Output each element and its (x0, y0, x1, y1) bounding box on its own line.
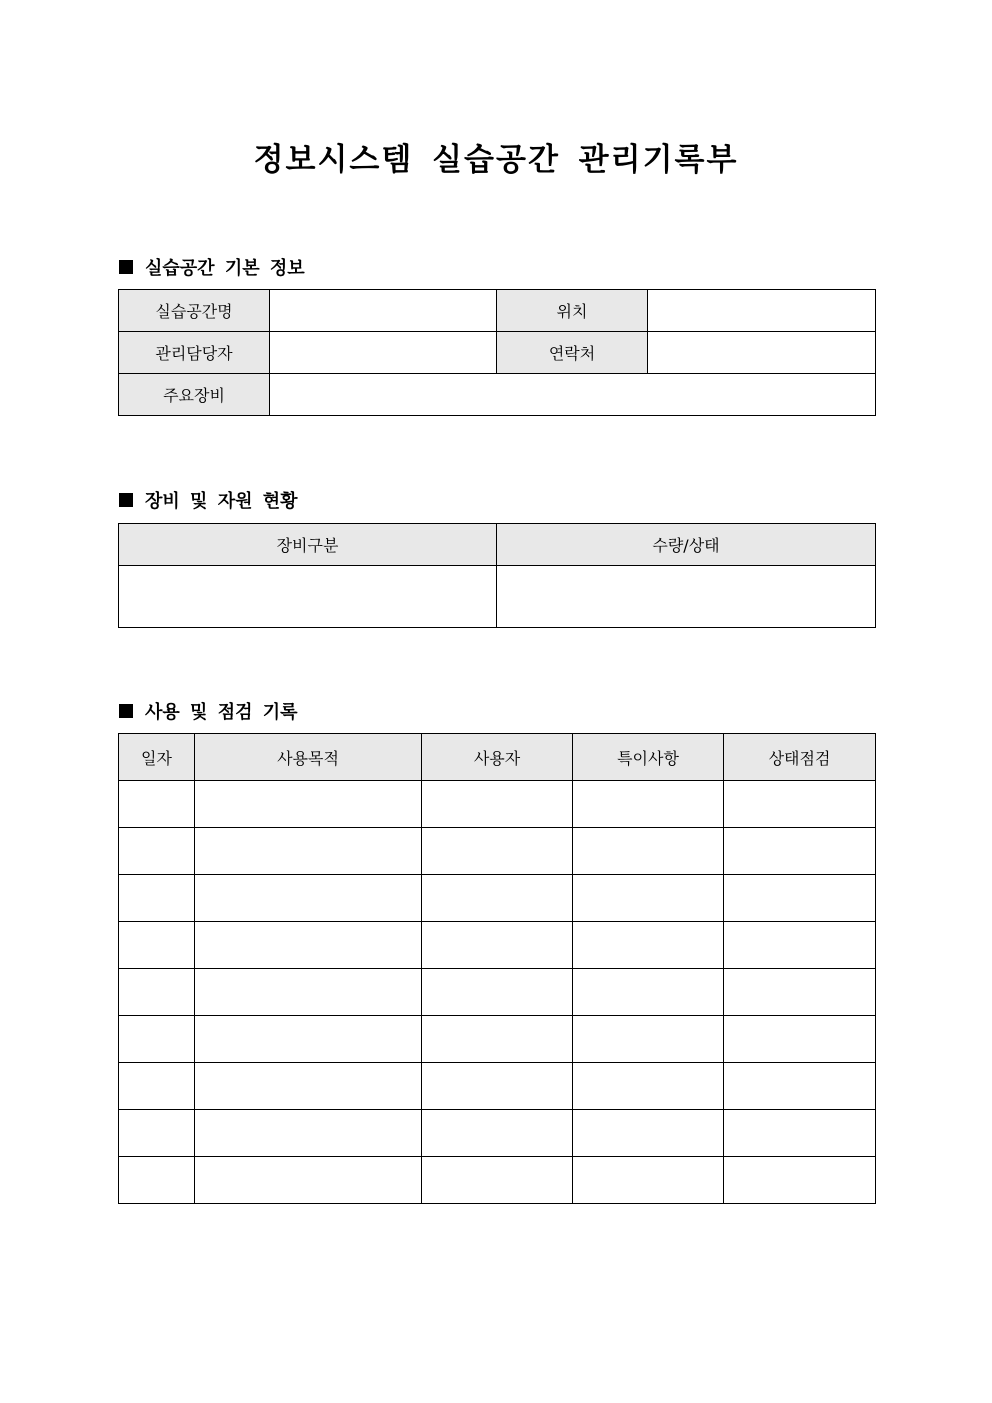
equipment-table (118, 523, 876, 628)
status-check-cell[interactable] (724, 1063, 876, 1110)
status-check-cell[interactable] (724, 828, 876, 875)
column-header-purpose: 사용목적 (195, 734, 422, 781)
usage-log-table (118, 733, 876, 1204)
table-header-row (119, 734, 876, 781)
basic-info-table (118, 289, 876, 416)
user-cell[interactable] (422, 1016, 573, 1063)
purpose-cell[interactable] (195, 922, 422, 969)
purpose-cell[interactable] (195, 1063, 422, 1110)
date-cell[interactable] (119, 1016, 195, 1063)
section-heading-label: 사용 및 점검 기록 (145, 702, 298, 723)
section-heading-basic-info (119, 254, 305, 280)
status-check-cell[interactable] (724, 1016, 876, 1063)
section-heading-equipment (119, 487, 298, 513)
table-row (119, 781, 876, 828)
purpose-cell[interactable] (195, 969, 422, 1016)
remarks-cell[interactable] (573, 969, 724, 1016)
main-equipment-label: 주요장비 (119, 374, 270, 416)
page-title: 정보시스템 실습공간 관리기록부 (253, 142, 739, 178)
remarks-cell[interactable] (573, 1157, 724, 1204)
status-check-cell[interactable] (724, 781, 876, 828)
user-cell[interactable] (422, 828, 573, 875)
purpose-cell[interactable] (195, 781, 422, 828)
table-row (119, 875, 876, 922)
section-heading-label: 실습공간 기본 정보 (145, 258, 305, 279)
status-check-cell[interactable] (724, 969, 876, 1016)
location-field[interactable] (648, 290, 876, 332)
purpose-cell[interactable] (195, 1110, 422, 1157)
contact-label: 연락처 (497, 332, 648, 374)
date-cell[interactable] (119, 1157, 195, 1204)
user-cell[interactable] (422, 1157, 573, 1204)
user-cell[interactable] (422, 781, 573, 828)
quantity-status-cell[interactable] (497, 566, 876, 628)
date-cell[interactable] (119, 875, 195, 922)
user-cell[interactable] (422, 922, 573, 969)
table-row (119, 374, 876, 416)
date-cell[interactable] (119, 828, 195, 875)
table-row (119, 332, 876, 374)
table-row (119, 1016, 876, 1063)
user-cell[interactable] (422, 1110, 573, 1157)
remarks-cell[interactable] (573, 875, 724, 922)
square-bullet-icon (119, 704, 133, 718)
user-cell[interactable] (422, 1063, 573, 1110)
user-cell[interactable] (422, 875, 573, 922)
date-cell[interactable] (119, 1110, 195, 1157)
space-name-label: 실습공간명 (119, 290, 270, 332)
status-check-cell[interactable] (724, 1157, 876, 1204)
main-equipment-field[interactable] (270, 374, 876, 416)
table-header-row (119, 524, 876, 566)
date-cell[interactable] (119, 969, 195, 1016)
table-row (119, 1110, 876, 1157)
remarks-cell[interactable] (573, 781, 724, 828)
column-header-date: 일자 (119, 734, 195, 781)
table-row (119, 969, 876, 1016)
user-cell[interactable] (422, 969, 573, 1016)
location-label: 위치 (497, 290, 648, 332)
manager-label: 관리담당자 (119, 332, 270, 374)
equipment-type-cell[interactable] (119, 566, 497, 628)
status-check-cell[interactable] (724, 1110, 876, 1157)
column-header-status-check: 상태점검 (724, 734, 876, 781)
table-row (119, 290, 876, 332)
contact-field[interactable] (648, 332, 876, 374)
purpose-cell[interactable] (195, 1016, 422, 1063)
remarks-cell[interactable] (573, 1110, 724, 1157)
status-check-cell[interactable] (724, 922, 876, 969)
date-cell[interactable] (119, 922, 195, 969)
table-row (119, 828, 876, 875)
section-heading-usage-log (119, 698, 298, 724)
square-bullet-icon (119, 493, 133, 507)
table-row (119, 566, 876, 628)
table-row (119, 1157, 876, 1204)
column-header-equipment-type: 장비구분 (119, 524, 497, 566)
remarks-cell[interactable] (573, 1016, 724, 1063)
column-header-remarks: 특이사항 (573, 734, 724, 781)
date-cell[interactable] (119, 1063, 195, 1110)
square-bullet-icon (119, 260, 133, 274)
column-header-user: 사용자 (422, 734, 573, 781)
column-header-quantity-status: 수량/상태 (497, 524, 876, 566)
remarks-cell[interactable] (573, 1063, 724, 1110)
section-heading-label: 장비 및 자원 현황 (145, 491, 298, 512)
table-row (119, 1063, 876, 1110)
purpose-cell[interactable] (195, 1157, 422, 1204)
space-name-field[interactable] (270, 290, 497, 332)
remarks-cell[interactable] (573, 828, 724, 875)
purpose-cell[interactable] (195, 875, 422, 922)
table-row (119, 922, 876, 969)
purpose-cell[interactable] (195, 828, 422, 875)
manager-field[interactable] (270, 332, 497, 374)
usage-log-body (119, 781, 876, 1204)
remarks-cell[interactable] (573, 922, 724, 969)
date-cell[interactable] (119, 781, 195, 828)
status-check-cell[interactable] (724, 875, 876, 922)
